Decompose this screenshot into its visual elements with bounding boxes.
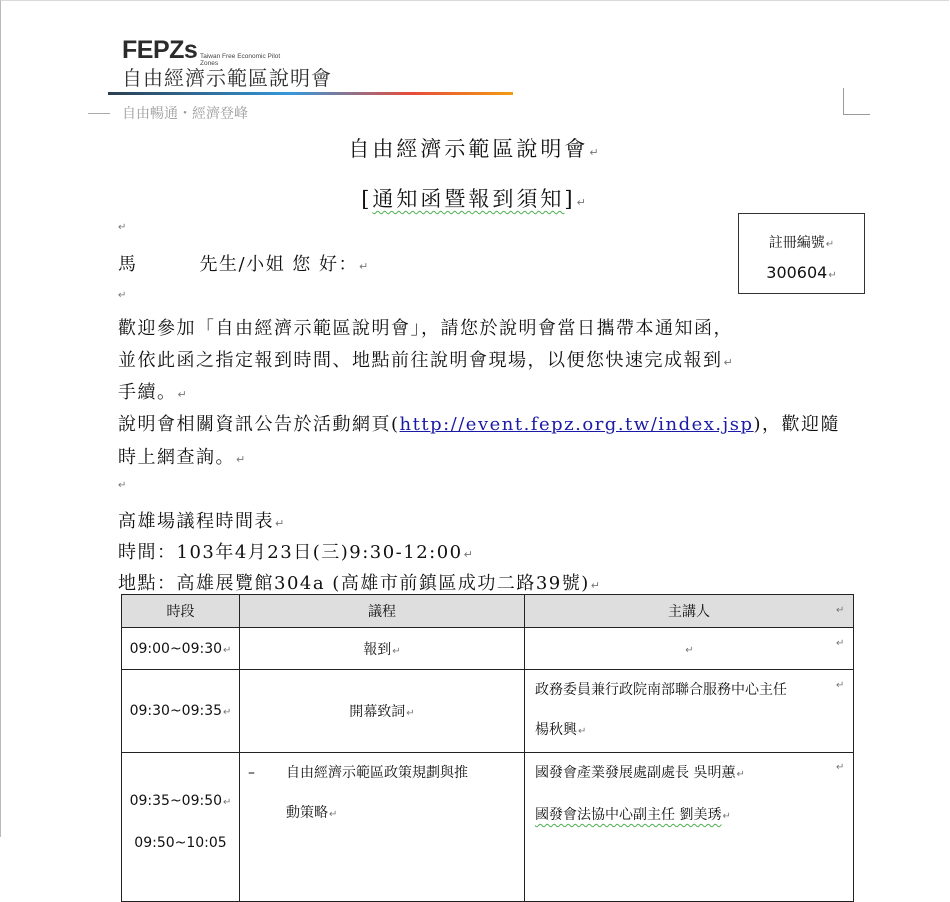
body-paragraph-2-line-1: 說明會相關資訊公告於活動網頁(http://event.fepz.org.tw/index.jsp)，歡迎隨 [118, 414, 841, 435]
row-end-mark: ↵ [836, 680, 845, 691]
speaker-line: 楊秋興↵ [535, 722, 587, 738]
time-cell: 09:00~09:30↵ [122, 628, 240, 670]
registration-label: 註冊編號↵ [768, 235, 835, 251]
table-row [122, 628, 854, 670]
time-line: 09:35~09:50↵ [129, 793, 232, 809]
document-title: 自由經濟示範區說明會↵ [348, 137, 602, 161]
speaker-line: 國發會產業發展處副處長 吳明蕙↵ [535, 765, 745, 781]
paragraph-mark: ↵ [118, 222, 127, 233]
margin-corner-mark [843, 88, 870, 115]
header-time: 時段 [122, 595, 240, 628]
paragraph-mark: ↵ [118, 290, 127, 301]
header-topic: 議程 [240, 595, 525, 628]
agenda-header-row [122, 595, 854, 628]
body-paragraph-1-line-3: 手續。↵ [118, 382, 189, 403]
topic-line: – 自由經濟示範區政策規劃與推 [248, 765, 468, 781]
document-subtitle: [通知函暨報到須知]↵ [361, 187, 589, 211]
body-paragraph-1-line-2: 並依此函之指定報到時間、地點前往說明會現場，以便您快速完成報到↵ [118, 350, 735, 371]
speaker-line: 國發會法協中心副主任 劉美琇↵ [535, 807, 731, 823]
time-cell: 09:30~09:35↵ [122, 670, 240, 753]
event-website-link[interactable]: http://event.fepz.org.tw/index.jsp [399, 414, 754, 435]
schedule-time: 時間：103年4月23日(三)9:30-12:00↵ [118, 542, 475, 563]
schedule-location: 地點：高雄展覽館304a (高雄市前鎮區成功二路39號)↵ [118, 573, 602, 594]
fepzs-logo [122, 36, 332, 91]
speaker-cell [525, 753, 854, 902]
logo-tagline: Taiwan Free Economic Pilot Zones [200, 53, 281, 67]
speaker-cell [525, 670, 854, 753]
row-end-mark: ↵ [836, 605, 845, 616]
topic-cell [240, 753, 525, 902]
topic-cell: 開幕致詞↵ [240, 670, 525, 753]
greeting-line: 馬 先生/小姐 您 好：↵ [118, 254, 370, 275]
agenda-table [121, 594, 854, 902]
schedule-heading: 高雄場議程時間表↵ [118, 511, 286, 532]
body-paragraph-1-line-1: 歡迎參加「自由經濟示範區說明會」，請您於說明會當日攜帶本通知函， [118, 318, 733, 339]
logo-wordmark: FEPZs [122, 36, 198, 64]
paragraph-mark: ↵ [118, 480, 127, 491]
topic-cell: 報到↵ [240, 628, 525, 670]
logo-color-bar [108, 92, 513, 95]
subtitle-text: 通知函暨報到須知 [372, 187, 565, 211]
time-line: 09:50~10:05 [134, 835, 227, 851]
slogan: 自由暢通・經濟登峰 [122, 106, 248, 122]
row-end-mark: ↵ [836, 762, 845, 773]
speaker-cell: ↵ [525, 628, 854, 670]
registration-number: 300604↵ [766, 263, 837, 282]
table-row [122, 670, 854, 753]
logo-chinese-title: 自由經濟示範區說明會 [122, 66, 332, 90]
row-end-mark: ↵ [836, 638, 845, 649]
registration-box [738, 213, 865, 294]
header-speaker: 主講人 [525, 595, 854, 628]
slogan-rule [88, 113, 110, 114]
speaker-line: 政務委員兼行政院南部聯合服務中心主任 [535, 682, 787, 698]
body-paragraph-2-line-2: 時上網查詢。↵ [118, 447, 247, 468]
time-cell [122, 753, 240, 902]
table-row [122, 753, 854, 902]
topic-line: 動策略↵ [286, 805, 338, 821]
